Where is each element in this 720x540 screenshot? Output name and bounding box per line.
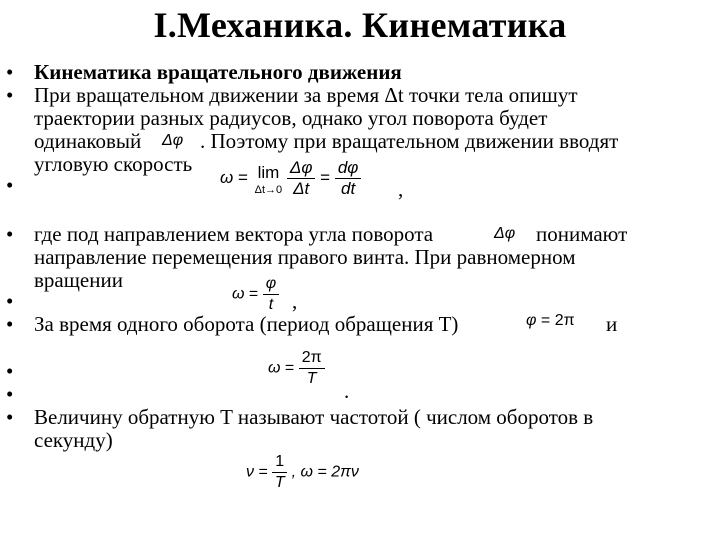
text-line: За время одного оборота (период обращения T) [34,312,459,336]
slide-title: I.Механика. Кинематика [153,5,567,45]
text-line: секунду) [34,428,113,452]
phi-2pi-formula [526,312,575,330]
section-heading: Кинематика вращательного движения [34,60,402,84]
fraction-numerator: 1 [272,452,287,473]
text-line: одинаковый [34,129,142,153]
bullet: • [6,382,14,406]
text-line: понимают [536,222,628,246]
bullet: • [6,405,14,429]
comma: , [398,177,404,201]
fraction-numerator: dφ [335,158,362,179]
phi-symbol: φ [526,312,537,329]
text-line: Величину обратную T называют частотой ( числом оборотов в [34,405,594,429]
lim-subscript: Δt→0 [254,183,283,196]
fraction-denominator: T [274,474,285,491]
fraction-denominator: dt [341,179,356,198]
omega-phi-t-formula [232,274,279,315]
fraction-denominator: t [268,296,274,313]
bullet: • [6,289,14,313]
fraction-denominator: Δt [293,179,310,198]
text-line: и [606,312,618,336]
equals-sign: = [248,285,259,303]
bullet: • [6,173,14,197]
equals-sign: = [237,167,248,187]
comma: , [292,289,298,313]
fraction-denominator: T [306,370,317,387]
text-line: угловую скорость [34,152,193,176]
equals-sign: = [284,359,295,377]
omega-symbol: ω [232,285,245,303]
nu-symbol: ν [246,463,254,481]
dphi-vector: Δφ [162,132,184,149]
fraction-numerator: 2π [299,348,325,369]
text-line: где под направлением вектора угла поворота [34,222,434,246]
period-dot: . [344,379,350,403]
omega-2pi-T-formula [268,348,325,389]
text-line: . Поэтому при вращательном движении вводят [200,129,619,153]
frequency-formula [246,452,359,493]
bullet: • [6,60,14,84]
text-line: траектории разных радиусов, однако угол поворота будет [34,106,548,130]
bullet: • [6,359,14,383]
text-line: вращении [34,268,123,292]
omega-2pi-nu: , ω = 2πν [291,463,359,481]
omega-symbol: ω [220,167,234,187]
dphi-vector: Δφ [494,225,516,242]
bullet: • [6,83,14,107]
bullet: • [6,312,14,336]
text-line: При вращательном движении за время Δt точки тела опишут [34,83,578,107]
omega-symbol: ω [268,359,281,377]
fraction-numerator: φ [263,274,279,295]
bullet: • [6,222,14,246]
equals-sign: = [540,312,551,329]
angular-velocity-formula [220,158,361,199]
fraction-numerator: Δφ [287,158,316,179]
two-pi: 2π [554,312,575,329]
equals-sign: = [258,463,268,481]
lim-label: lim [257,162,280,182]
text-line: направление перемещения правого винта. При равномерном [34,245,576,269]
equals-sign: = [320,167,331,187]
